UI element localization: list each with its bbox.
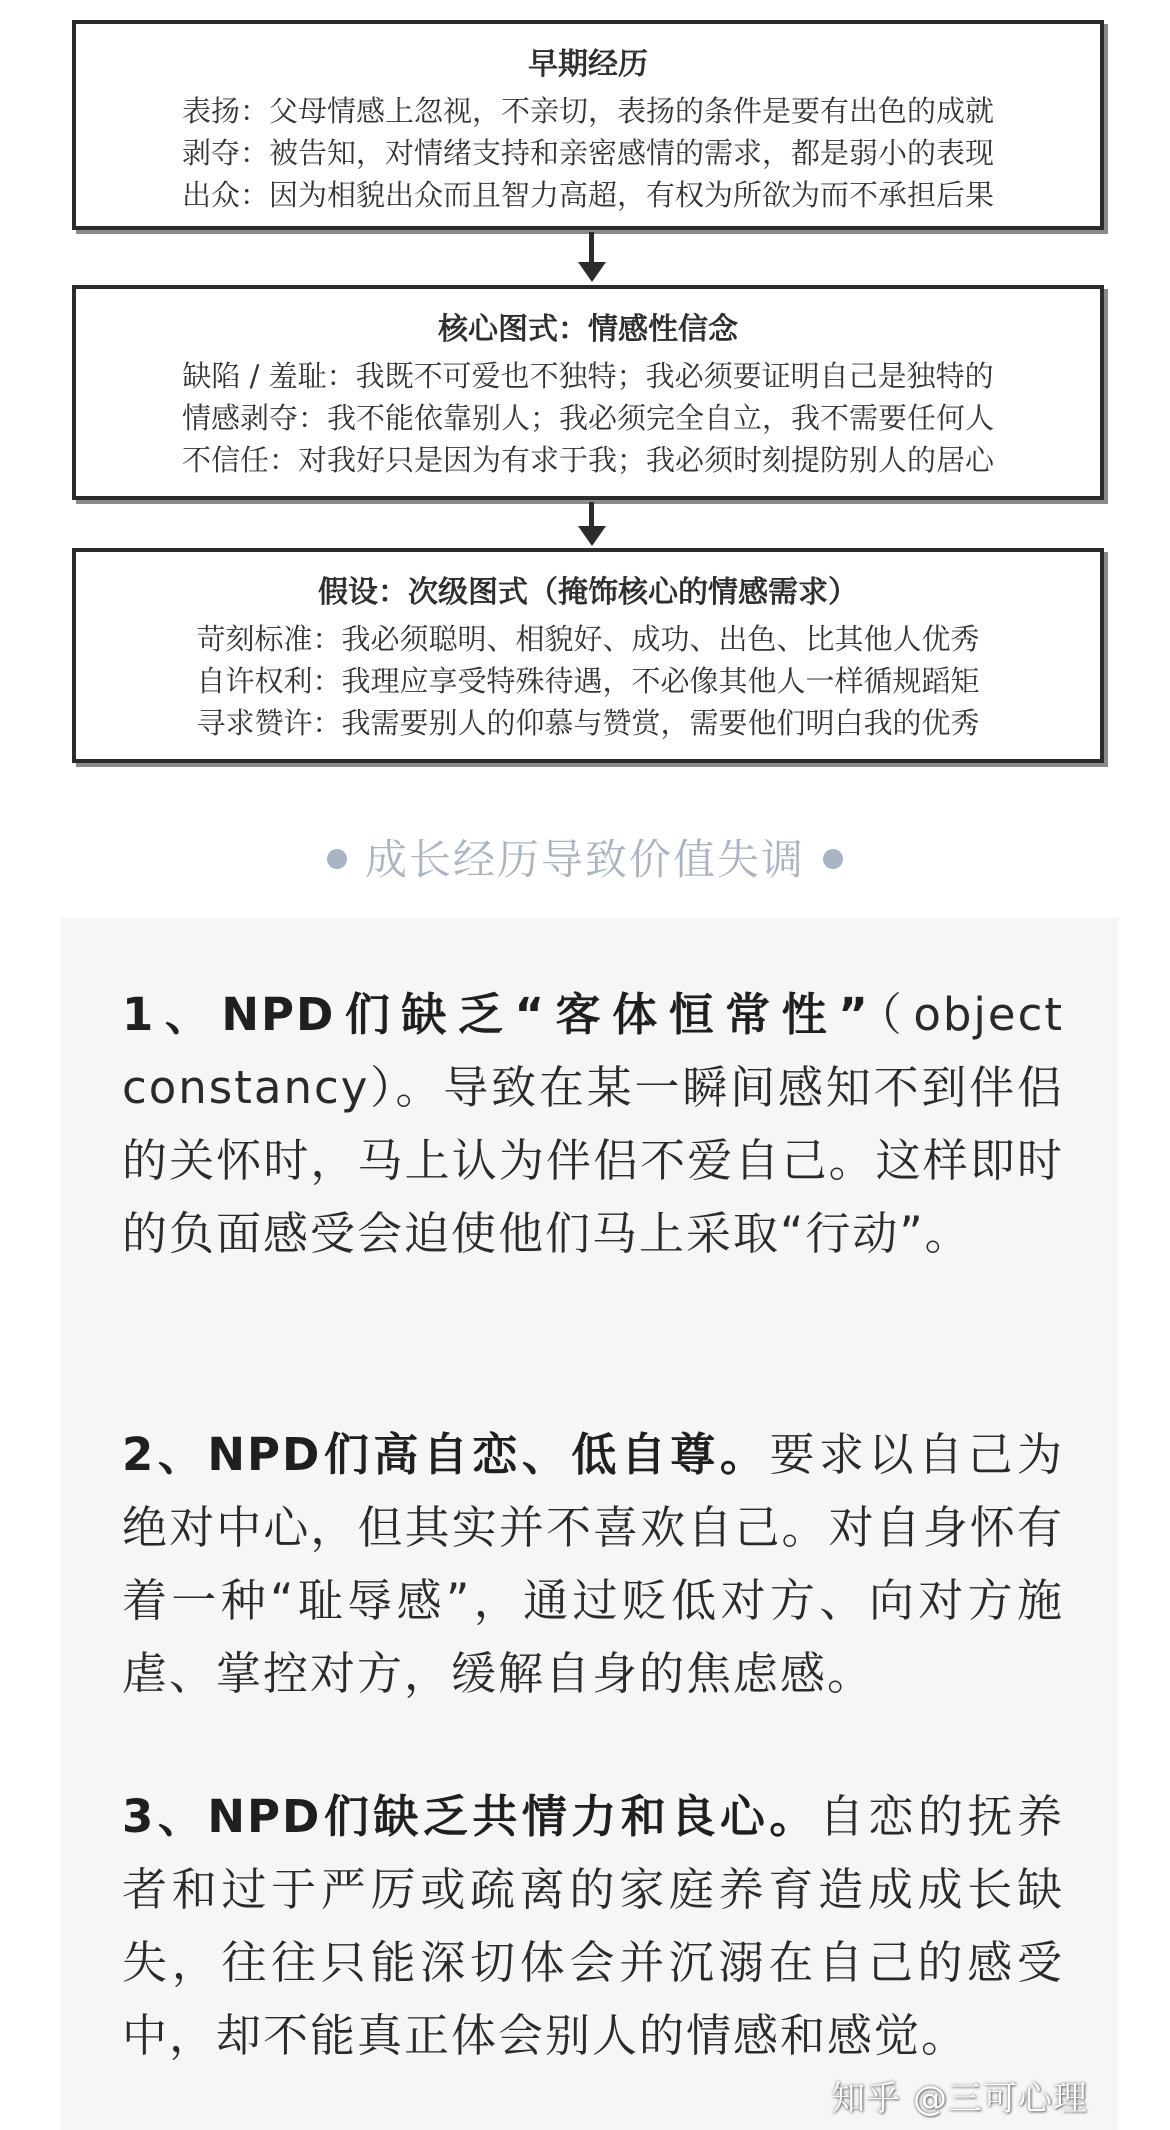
point-lead: 3、NPD们缺乏共情力和良心。	[122, 1790, 819, 1843]
flow-box-early-experience	[72, 20, 1104, 230]
flow-box-assumptions	[72, 548, 1104, 763]
flow-box-line: 苛刻标准：我必须聪明、相貌好、成功、出色、比其他人优秀	[196, 622, 980, 656]
point-paragraph	[122, 978, 1064, 1270]
image-caption	[0, 832, 1170, 888]
flow-box-line: 自许权利：我理应享受特殊待遇，不必像其他人一样循规蹈矩	[196, 664, 980, 698]
down-arrow-icon	[578, 502, 606, 547]
flow-box-line: 表扬：父母情感上忽视，不亲切，表扬的条件是要有出色的成就	[181, 94, 994, 128]
point-body: 自恋的抚养者和过于严厉或疏离的家庭养育造成成长缺失，往往只能深切体会并沉溺在自己的感受中，却不能真正体会别人的情感和感觉。	[122, 1790, 1064, 2062]
flow-box-line: 不信任：对我好只是因为有求于我；我必须时刻提防别人的居心	[181, 443, 994, 477]
bullet-dot-icon	[823, 849, 843, 869]
points-panel	[60, 918, 1118, 2130]
down-arrow-icon	[578, 232, 606, 284]
flow-box-title: 假设：次级图式（掩饰核心的情感需求）	[318, 575, 858, 610]
point-paragraph	[122, 1780, 1064, 2072]
bullet-dot-icon	[327, 849, 347, 869]
flow-box-line: 出众：因为相貌出众而且智力高超，有权为所欲为而不承担后果	[181, 178, 994, 212]
flow-box-line: 寻求赞许：我需要别人的仰慕与赞赏，需要他们明白我的优秀	[196, 706, 980, 740]
point-lead: 2、NPD们高自恋、低自尊。	[122, 1428, 770, 1481]
point-body: （object constancy）。导致在某一瞬间感知不到伴侣的关怀时，马上认为伴侣不爱自己。这样即时的负面感受会迫使他们马上采取“行动”。	[122, 988, 1065, 1260]
watermark: 知乎 @三可心理	[831, 2079, 1088, 2119]
point-paragraph	[122, 1418, 1064, 1710]
flow-box-title: 早期经历	[528, 47, 648, 82]
flow-box-title: 核心图式：情感性信念	[438, 312, 738, 347]
point-lead: 1、NPD们缺乏“客体恒常性”	[122, 988, 870, 1041]
flow-box-line: 剥夺：被告知，对情绪支持和亲密感情的需求，都是弱小的表现	[181, 136, 994, 170]
flow-box-line: 缺陷 / 羞耻：我既不可爱也不独特；我必须要证明自己是独特的	[182, 359, 994, 393]
point-body: 要求以自己为绝对中心，但其实并不喜欢自己。对自身怀有着一种“耻辱感”，通过贬低对方、向对方施虐、掌控对方，缓解自身的焦虑感。	[122, 1428, 1064, 1700]
flow-box-line: 情感剥夺：我不能依靠别人；我必须完全自立，我不需要任何人	[181, 401, 994, 435]
caption-text: 成长经历导致价值失调	[364, 835, 805, 884]
flow-box-core-schema	[72, 285, 1104, 500]
